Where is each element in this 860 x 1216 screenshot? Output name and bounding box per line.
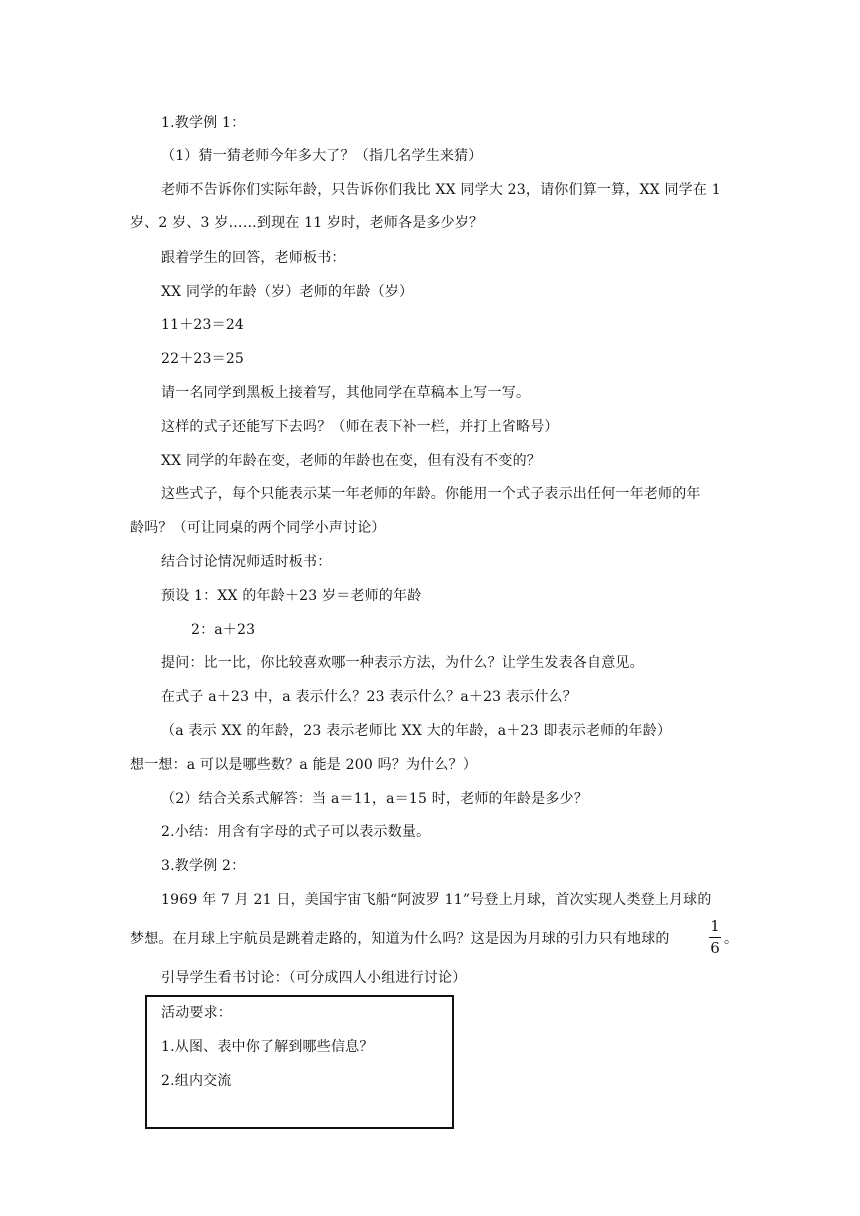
activity-box-item: 1.从图、表中你了解到哪些信息？ (161, 1039, 374, 1055)
paragraph-line: （2）结合关系式解答：当 a＝11，a＝15 时，老师的年龄是多少？ (161, 791, 588, 807)
table-header-line: XX 同学的年龄（岁）老师的年龄（岁） (161, 284, 414, 300)
paragraph-line: 预设 1：XX 的年龄＋23 岁＝老师的年龄 (161, 588, 422, 604)
paragraph-line: 1969 年 7 月 21 日，美国宇宙飞船“阿波罗 11”号登上月球，首次实现人类登上月球的 (161, 892, 712, 908)
fraction-denominator: 6 (710, 939, 720, 957)
paragraph-line: 引导学生看书讨论：（可分成四人小组进行讨论） (161, 970, 467, 986)
paragraph-line: 这些式子，每个只能表示某一年老师的年龄。你能用一个式子表示出任何一年老师的年 (161, 486, 701, 502)
fraction-numerator: 1 (710, 917, 720, 935)
paragraph-line: 结合讨论情况师适时板书： (161, 554, 332, 570)
paragraph-line: 提问：比一比，你比较喜欢哪一种表示方法，为什么？让学生发表各自意见。 (161, 655, 644, 671)
paragraph-line: 请一名同学到黑板上接着写，其他同学在草稿本上写一写。 (161, 385, 531, 401)
paragraph-line: 2：a＋23 (191, 622, 256, 638)
paragraph-line: 跟着学生的回答，老师板书： (161, 250, 346, 266)
example-1-heading: 1.教学例 1： (161, 115, 246, 131)
question-guess-age: （1）猜一猜老师今年多大了？（指几名学生来猜） (161, 148, 483, 164)
activity-box-item: 2.组内交流 (161, 1073, 232, 1089)
paragraph-line: 想一想：a 可以是哪些数？a 能是 200 吗？为什么？） (130, 757, 478, 773)
paragraph-line: 岁、2 岁、3 岁……到现在 11 岁时，老师各是多少岁？ (130, 215, 484, 231)
paragraph-line: 老师不告诉你们实际年龄，只告诉你们我比 XX 同学大 23，请你们算一算，XX 同学在 1 (161, 182, 721, 198)
paragraph-line: XX 同学的年龄在变，老师的年龄也在变，但有没有不变的？ (161, 453, 541, 469)
paragraph-line: （a 表示 XX 的年龄，23 表示老师比 XX 大的年龄，a＋23 即表示老师的年龄） (161, 723, 672, 739)
activity-box-title: 活动要求： (161, 1005, 232, 1021)
example-2-heading: 3.教学例 2： (161, 858, 246, 874)
paragraph-line: 梦想。在月球上宇航员是跳着走路的，知道为什么吗？这是因为月球的引力只有地球的 (130, 931, 670, 947)
fraction-bar (709, 937, 721, 938)
paragraph-line: 在式子 a＋23 中，a 表示什么？23 表示什么？a＋23 表示什么？ (161, 689, 577, 705)
sentence-end-mark: 。 (724, 931, 739, 947)
equation-line: 11＋23＝24 (161, 317, 245, 333)
paragraph-line: 这样的式子还能写下去吗？（师在表下补一栏，并打上省略号） (161, 419, 559, 435)
paragraph-line: 龄吗？（可让同桌的两个同学小声讨论） (130, 520, 386, 536)
equation-line: 22＋23＝25 (161, 351, 245, 367)
activity-requirements-box (145, 995, 454, 1129)
summary-line: 2.小结：用含有字母的式子可以表示数量。 (161, 824, 431, 840)
fraction-one-sixth (708, 917, 722, 959)
